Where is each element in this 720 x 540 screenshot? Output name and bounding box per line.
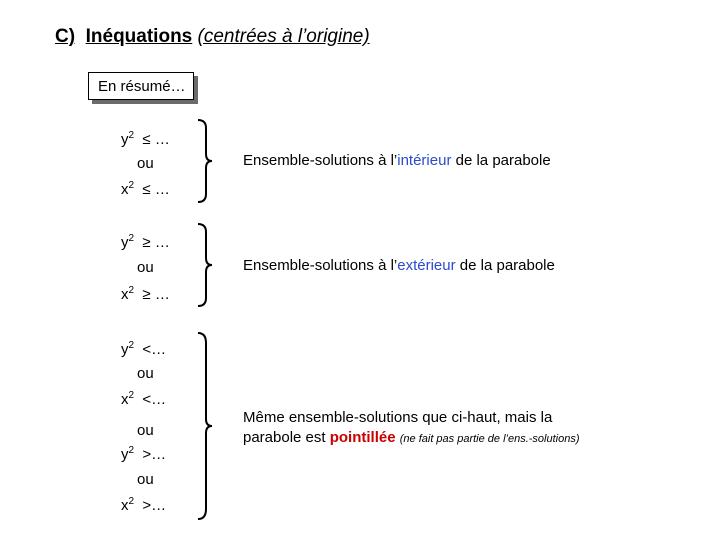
highlight-exterior: extérieur <box>397 257 456 274</box>
ellipsis: … <box>154 286 170 303</box>
exponent: 2 <box>128 285 135 296</box>
variable: x <box>121 181 129 198</box>
ellipsis: … <box>151 497 167 514</box>
result-exterior <box>243 257 555 274</box>
inequality-y-lt <box>121 340 166 358</box>
operator-gt: > <box>142 446 152 463</box>
result-text: de la parabole <box>455 257 555 274</box>
ellipsis: … <box>151 341 167 358</box>
result-text: Ensemble-solutions à l’ <box>243 152 398 169</box>
operator-gt: > <box>142 497 152 514</box>
exponent: 2 <box>128 496 135 507</box>
or-label: ou <box>137 155 154 172</box>
operator-ge: ≥ <box>142 286 151 303</box>
inequality-y-ge <box>121 233 170 251</box>
inequality-x-lt <box>121 390 166 408</box>
section-subtitle: (centrées à l’origine) <box>197 26 370 47</box>
result-line-1: Même ensemble-solutions que ci-haut, mais la <box>243 409 553 426</box>
result-dotted <box>243 408 580 449</box>
exponent: 2 <box>128 390 135 401</box>
result-note: (ne fait pas partie de l’ens.-solutions) <box>399 433 580 445</box>
right-brace-2 <box>196 222 216 308</box>
variable: y <box>121 446 129 463</box>
result-line-2 <box>243 428 580 449</box>
or-label: ou <box>137 422 154 439</box>
inequality-y-gt <box>121 445 166 463</box>
section-prefix: C) <box>55 26 76 47</box>
exponent: 2 <box>128 340 135 351</box>
inequality-x-ge <box>121 285 170 303</box>
ellipsis: … <box>154 181 170 198</box>
result-text: de la parabole <box>451 152 551 169</box>
exponent: 2 <box>128 180 135 191</box>
variable: y <box>121 341 129 358</box>
summary-label-box <box>88 72 194 100</box>
exponent: 2 <box>128 445 135 456</box>
highlight-interior: intérieur <box>397 152 452 169</box>
operator-le: ≤ <box>142 131 151 148</box>
variable: x <box>121 497 129 514</box>
result-text: parabole est <box>243 429 330 446</box>
summary-label: En résumé… <box>98 78 186 95</box>
operator-lt: < <box>142 391 152 408</box>
variable: y <box>121 234 129 251</box>
right-brace-1 <box>196 118 216 204</box>
exponent: 2 <box>128 233 135 244</box>
inequality-x-gt <box>121 496 166 514</box>
variable: y <box>121 131 129 148</box>
operator-lt: < <box>142 341 152 358</box>
ellipsis: … <box>154 234 170 251</box>
right-brace-3 <box>196 331 216 521</box>
exponent: 2 <box>128 130 135 141</box>
inequality-y-le <box>121 130 170 148</box>
highlight-dotted: pointillée <box>329 429 396 446</box>
or-label: ou <box>137 471 154 488</box>
ellipsis: … <box>151 446 167 463</box>
result-text: Ensemble-solutions à l’ <box>243 257 398 274</box>
result-interior <box>243 152 551 169</box>
operator-ge: ≥ <box>142 234 151 251</box>
section-title <box>55 26 370 48</box>
inequality-x-le <box>121 180 170 198</box>
variable: x <box>121 286 129 303</box>
operator-le: ≤ <box>142 181 151 198</box>
ellipsis: … <box>151 391 167 408</box>
section-heading: Inéquations <box>85 26 193 47</box>
or-label: ou <box>137 365 154 382</box>
or-label: ou <box>137 259 154 276</box>
variable: x <box>121 391 129 408</box>
ellipsis: … <box>154 131 170 148</box>
